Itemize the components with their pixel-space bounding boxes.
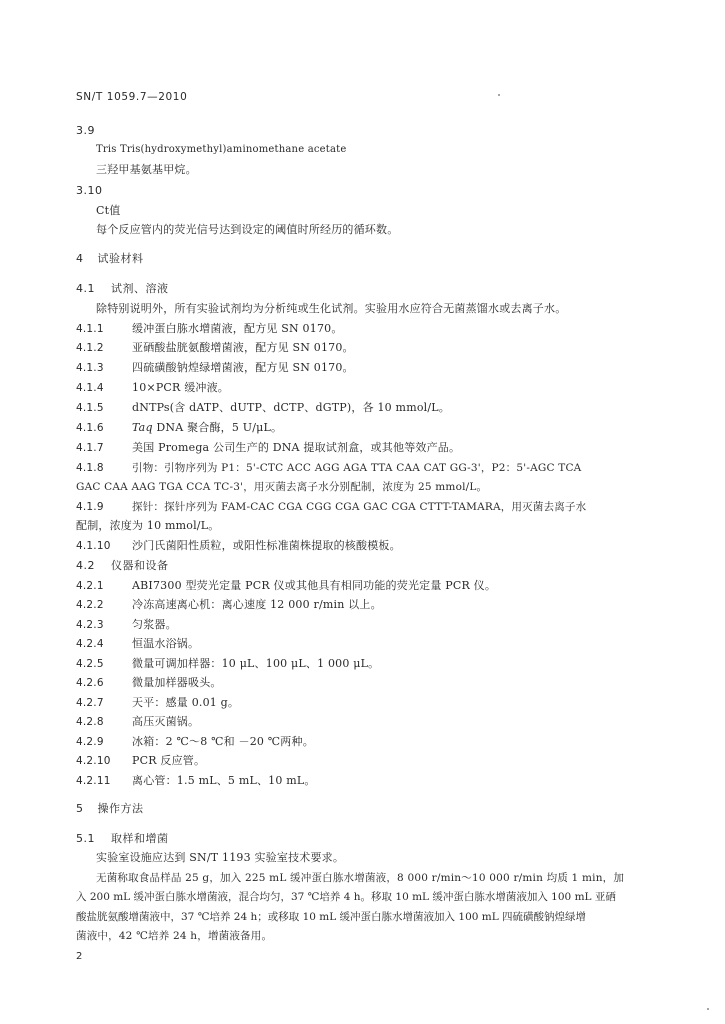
section-4-number: 4 — [76, 252, 84, 265]
list-item: 4.1.2 亚硒酸盐胱氨酸增菌液，配方见 SN 0170。 — [76, 341, 354, 354]
list-item: 4.1.6 Taq DNA 聚合酶，5 U/μL。 — [76, 421, 283, 434]
section-4-2-number: 4.2 — [76, 559, 95, 572]
section-5-1-paragraph-2-line: 菌液中，42 ℃培养 24 h，增菌液备用。 — [76, 930, 273, 942]
section-4-2-title: 仪器和设备 — [111, 559, 169, 572]
section-4-1-heading — [76, 282, 169, 296]
list-item: 4.2.4 恒温水浴锅。 — [76, 637, 200, 650]
section-4-1-title: 试剂、溶液 — [111, 282, 169, 295]
section-5-1-paragraph-1: 实验室设施应达到 SN/T 1193 实验室技术要求。 — [96, 851, 345, 864]
list-item: 4.1.9 探针：探针序列为 FAM-CAC CGA CGG CGA GAC CGA CTTT-TAMARA，用灭菌去离子水 — [76, 501, 587, 513]
scan-speck — [707, 1008, 709, 1010]
list-item: 4.1.8 引物：引物序列为 P1：5'-CTC ACC AGG AGA TTA CAA CAT GG-3'，P2：5'-AGC TCA — [76, 462, 582, 474]
section-5-1-paragraph-2-line: 无菌称取食品样品 25 g，加入 225 mL 缓冲蛋白胨水增菌液，8 000 r/min～10 000 r/min 均质 1 min，加 — [96, 872, 625, 884]
section-4-1-intro: 除特别说明外，所有实验试剂均为分析纯或生化试剂。实验用水应符合无菌蒸馏水或去离子水。 — [96, 302, 567, 315]
list-item-continuation: GAC CAA AAG TGA CCA TC-3'，用灭菌去离子水分别配制，浓度为 25 mmol/L。 — [76, 481, 488, 493]
list-item: 4.1.10 沙门氏菌阳性质粒，或阳性标准菌株提取的核酸模板。 — [76, 539, 401, 552]
list-item-continuation: 配制，浓度为 10 mmol/L。 — [76, 519, 220, 532]
list-item: 4.2.2 冷冻高速离心机：离心速度 12 000 r/min 以上。 — [76, 598, 382, 611]
scan-speck — [498, 94, 500, 96]
list-item: 4.1.3 四硫磺酸钠煌绿增菌液，配方见 SN 0170。 — [76, 361, 354, 374]
standard-number: SN/T 1059.7—2010 — [76, 91, 188, 103]
clause-3-9-term: Tris Tris(hydroxymethyl)aminomethane acetate — [96, 144, 347, 155]
list-item: 4.2.8 高压灭菌锅。 — [76, 715, 200, 728]
section-5-1-number: 5.1 — [76, 832, 95, 845]
list-item: 4.1.7 美国 Promega 公司生产的 DNA 提取试剂盒，或其他等效产品。 — [76, 441, 461, 454]
section-5-title: 操作方法 — [97, 802, 144, 815]
list-item: 4.1.5 dNTPs(含 dATP、dUTP、dCTP、dGTP)，各 10 mmol/L。 — [76, 401, 450, 414]
list-item: 4.2.9 冰箱：2 ℃～8 ℃和 －20 ℃两种。 — [76, 735, 314, 748]
list-item: 4.1.1 缓冲蛋白胨水增菌液，配方见 SN 0170。 — [76, 322, 343, 335]
section-5-1-paragraph-2-line: 酸盐胱氨酸增菌液中，37 ℃培养 24 h；或移取 10 mL 缓冲蛋白胨水增菌液加入 100 mL 四硫磺酸钠煌绿增 — [76, 911, 587, 923]
list-item: 4.1.4 10×PCR 缓冲液。 — [76, 381, 230, 394]
list-item: 4.2.11 离心管：1.5 mL、5 mL、10 mL。 — [76, 774, 316, 787]
section-5-number: 5 — [76, 802, 84, 815]
list-item: 4.2.5 微量可调加样器：10 μL、100 μL、1 000 μL。 — [76, 657, 380, 670]
section-4-heading — [76, 252, 144, 266]
list-item: 4.2.3 匀浆器。 — [76, 618, 177, 631]
clause-3-9-number: 3.9 — [76, 124, 95, 137]
section-4-1-number: 4.1 — [76, 282, 95, 295]
list-item: 4.2.1 ABI7300 型荧光定量 PCR 仪或其他具有相同功能的荧光定量 PCR 仪。 — [76, 579, 497, 592]
page-number: 2 — [76, 951, 83, 962]
section-5-heading — [76, 802, 144, 816]
clause-3-10-number: 3.10 — [76, 184, 103, 197]
section-5-1-heading — [76, 832, 169, 846]
section-5-1-title: 取样和增菌 — [111, 832, 169, 845]
section-4-title: 试验材料 — [97, 252, 144, 265]
list-item: 4.2.7 天平：感量 0.01 g。 — [76, 696, 240, 709]
list-item: 4.2.6 微量加样器吸头。 — [76, 676, 222, 689]
clause-3-10-definition: 每个反应管内的荧光信号达到设定的阈值时所经历的循环数。 — [96, 223, 399, 236]
clause-3-10-term: Ct值 — [96, 204, 121, 217]
list-item: 4.2.10 PCR 反应管。 — [76, 754, 206, 767]
section-4-2-heading — [76, 559, 169, 573]
clause-3-9-definition: 三羟甲基氨基甲烷。 — [96, 163, 197, 176]
section-5-1-paragraph-2-line: 入 200 mL 缓冲蛋白胨水增菌液，混合均匀，37 ℃培养 4 h。移取 10 mL 缓冲蛋白胨水增菌液加入 100 mL 亚硒 — [76, 891, 616, 903]
